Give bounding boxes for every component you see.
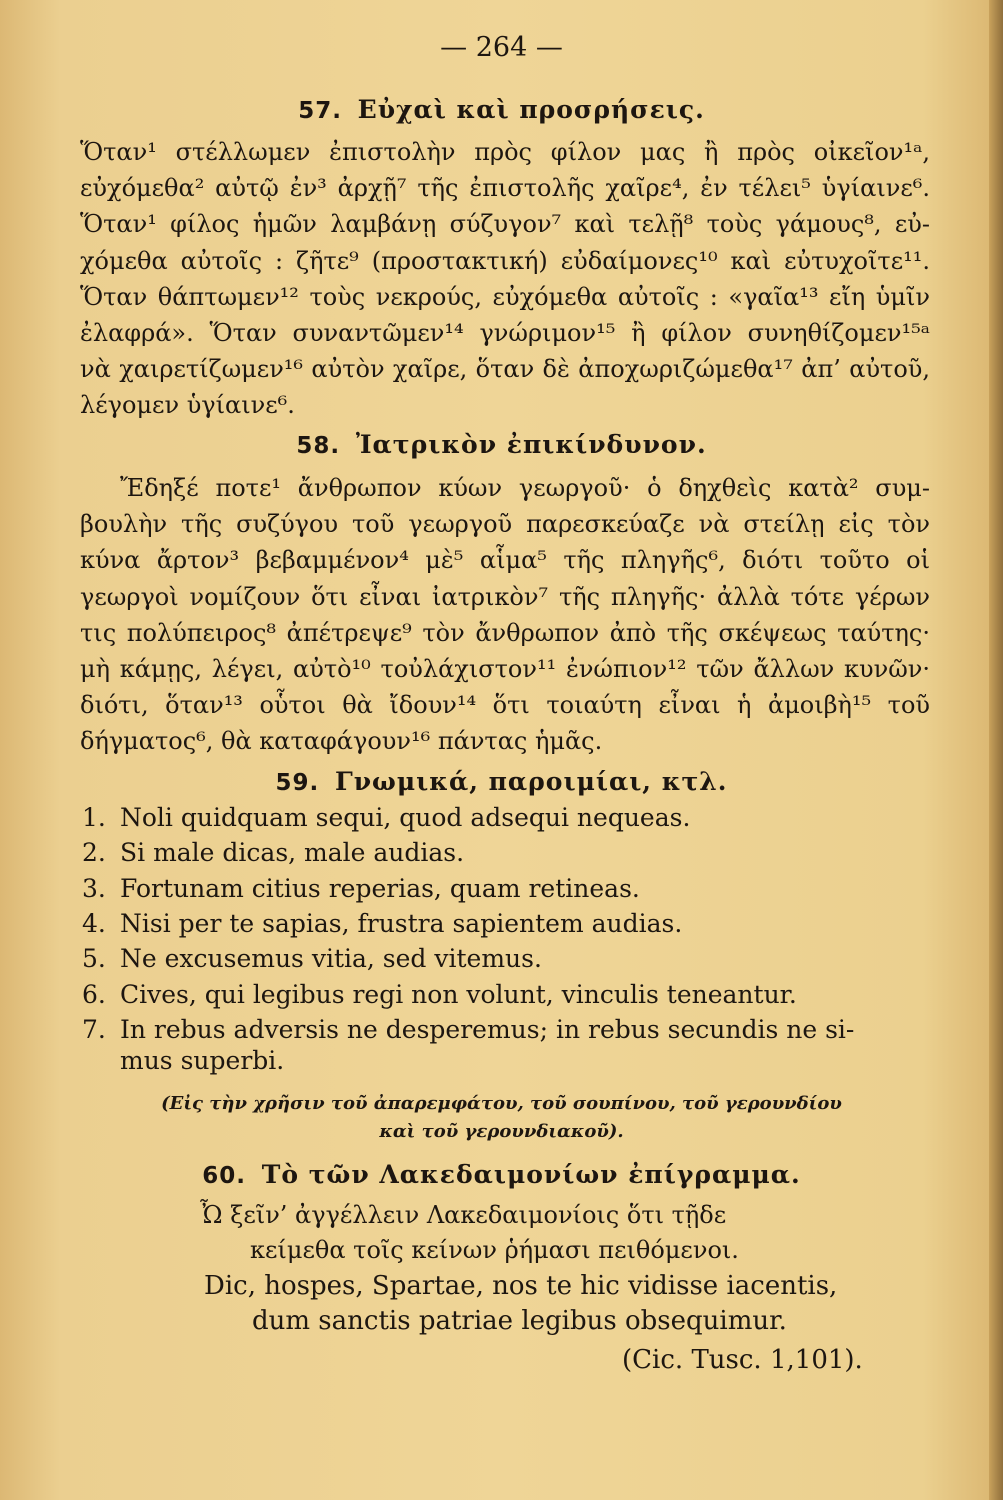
section-title: Εὐχαὶ καὶ προσρήσεις.	[357, 95, 705, 124]
maxim-item	[82, 840, 464, 865]
text-line: διότι, ὅταν¹³ οὗτοι θὰ ἴδουν¹⁴ ὅτι τοιαύτη εἶναι ἡ ἀμοιβὴ¹⁵ τοῦ	[80, 691, 930, 719]
text-line: γεωργοὶ νομίζουν ὅτι εἶναι ἰατρικὸν⁷ τῆς πληγῆς· ἀλλὰ τότε γέρων	[80, 583, 930, 611]
maxim-number: 6.	[82, 980, 106, 1009]
section-number: 59.	[275, 770, 320, 796]
maxim-text: Noli quidquam sequi, quod adsequi nequeas.	[120, 803, 691, 832]
text-line: Ὅταν θάπτωμεν¹² τοὺς νεκρούς, εὐχόμεθα αὐτοῖς : «γαῖα¹³ εἴη ὑμῖν	[80, 283, 930, 311]
epigram-latin-line: Dic, hospes, Spartae, nos te hic vidisse iacentis,	[204, 1271, 838, 1301]
section-title: Ἰατρικὸν ἐπικίνδυνον.	[355, 430, 707, 459]
text-line: νὰ χαιρετίζωμεν¹⁶ αὐτὸν χαῖρε, ὅταν δὲ ἀποχωριζώμεθα¹⁷ ἀπ’ αὐτοῦ,	[80, 355, 930, 383]
section-number: 58.	[296, 433, 341, 459]
text-line: μὴ κάμῃς, λέγει, αὐτὸ¹⁰ τοὐλάχιστον¹¹ ἐνώπιον¹² τῶν ἄλλων κυνῶν·	[80, 655, 930, 683]
maxim-number: 1.	[82, 803, 106, 832]
maxim-text: Fortunam citius reperias, quam retineas.	[120, 874, 640, 903]
maxim-item	[82, 911, 682, 936]
section-number: 57.	[298, 98, 342, 124]
text-line: δήγματος⁶, θὰ καταφάγουν¹⁶ πάντας ἡμᾶς.	[80, 727, 603, 755]
maxim-number: 3.	[82, 874, 106, 903]
citation: (Cic. Tusc. 1,101).	[622, 1345, 863, 1375]
text-line: λέγομεν ὑγίαινε⁶.	[80, 391, 295, 419]
text-line: Ἔδηξέ ποτε¹ ἄνθρωπον κύων γεωργοῦ· ὁ δηχθεὶς κατὰ² συμ-	[120, 474, 930, 502]
epigram-greek-line: Ὦ ξεῖν’ ἀγγέλλειν Λακεδαιμονίοις ὅτι τῇδε	[200, 1201, 727, 1229]
section-heading-60	[0, 1160, 1003, 1189]
section-heading-59	[0, 767, 1003, 796]
maxim-text: In rebus adversis ne desperemus; in rebus secundis ne si-	[120, 1015, 855, 1044]
text-line: βουλὴν τῆς συζύγου τοῦ γεωργοῦ παρεσκεύαζε νὰ στείλῃ εἰς τὸν	[80, 510, 930, 538]
text-line: εὐχόμεθα² αὐτῷ ἐν³ ἀρχῇ⁷ τῆς ἐπιστολῆς χαῖρε⁴, ἐν τέλει⁵ ὑγίαινε⁶.	[80, 174, 930, 202]
section-number: 60.	[202, 1163, 246, 1189]
section-heading-58	[0, 430, 1003, 459]
maxim-number: 5.	[82, 944, 106, 973]
text-line: τις πολύπειρος⁸ ἀπέτρεψε⁹ τὸν ἄνθρωπον ἀπὸ τῆς σκέψεως ταύτης·	[80, 619, 930, 647]
maxim-item	[82, 876, 640, 901]
text-line: Ὅταν¹ φίλος ἡμῶν λαμβάνῃ σύζυγον⁷ καὶ τελῇ⁸ τοὺς γάμους⁸, εὐ-	[80, 210, 930, 238]
maxim-text: Nisi per te sapias, frustra sapientem audias.	[120, 909, 683, 938]
maxim-text: Ne excusemus vitia, sed vitemus.	[120, 944, 542, 973]
section-title: Τὸ τῶν Λακεδαιμονίων ἐπίγραμμα.	[261, 1160, 801, 1189]
page-edge	[989, 0, 1003, 1500]
maxim-text: Cives, qui legibus regi non volunt, vinculis teneantur.	[120, 980, 797, 1009]
maxim-item	[82, 1017, 854, 1042]
maxim-number: 4.	[82, 909, 106, 938]
page-number: — 264 —	[440, 32, 563, 63]
text-line: χόμεθα αὐτοῖς : ζῆτε⁹ (προστακτική) εὐδαίμονες¹⁰ καὶ εὐτυχοῖτε¹¹.	[80, 247, 930, 275]
epigram-latin-line: dum sanctis patriae legibus obsequimur.	[252, 1306, 787, 1336]
epigram-greek-line: κείμεθα τοῖς κείνων ῥήμασι πειθόμενοι.	[250, 1236, 739, 1264]
maxim-number: 2.	[82, 838, 106, 867]
section-title: Γνωμικά, παροιμίαι, κτλ.	[334, 767, 728, 796]
maxim-text: mus superbi.	[120, 1046, 285, 1075]
maxim-item	[82, 805, 690, 830]
maxim-text: Si male dicas, male audias.	[120, 838, 465, 867]
section-heading-57	[0, 95, 1003, 124]
maxim-number: 7.	[82, 1015, 106, 1044]
maxim-item	[82, 982, 797, 1007]
maxim-item	[82, 946, 542, 971]
grammar-note: (Εἰς τὴν χρῆσιν τοῦ ἀπαρεμφάτου, τοῦ σουπίνου, τοῦ γερουνδίου	[161, 1093, 842, 1114]
maxim-item	[82, 1048, 284, 1073]
text-line: Ὅταν¹ στέλλωμεν ἐπιστολὴν πρὸς φίλον μας ἢ πρὸς οἰκεῖον¹ᵃ,	[80, 138, 930, 166]
text-line: κύνα ἄρτον³ βεβαμμένον⁴ μὲ⁵ αἷμα⁵ τῆς πληγῆς⁶, διότι τοῦτο οἱ	[80, 546, 930, 574]
grammar-note: καὶ τοῦ γερουνδιακοῦ).	[379, 1121, 624, 1142]
text-line: ἐλαφρά». Ὅταν συναντῶμεν¹⁴ γνώριμον¹⁵ ἢ φίλον συνηθίζομεν¹⁵ᵃ	[80, 319, 930, 347]
